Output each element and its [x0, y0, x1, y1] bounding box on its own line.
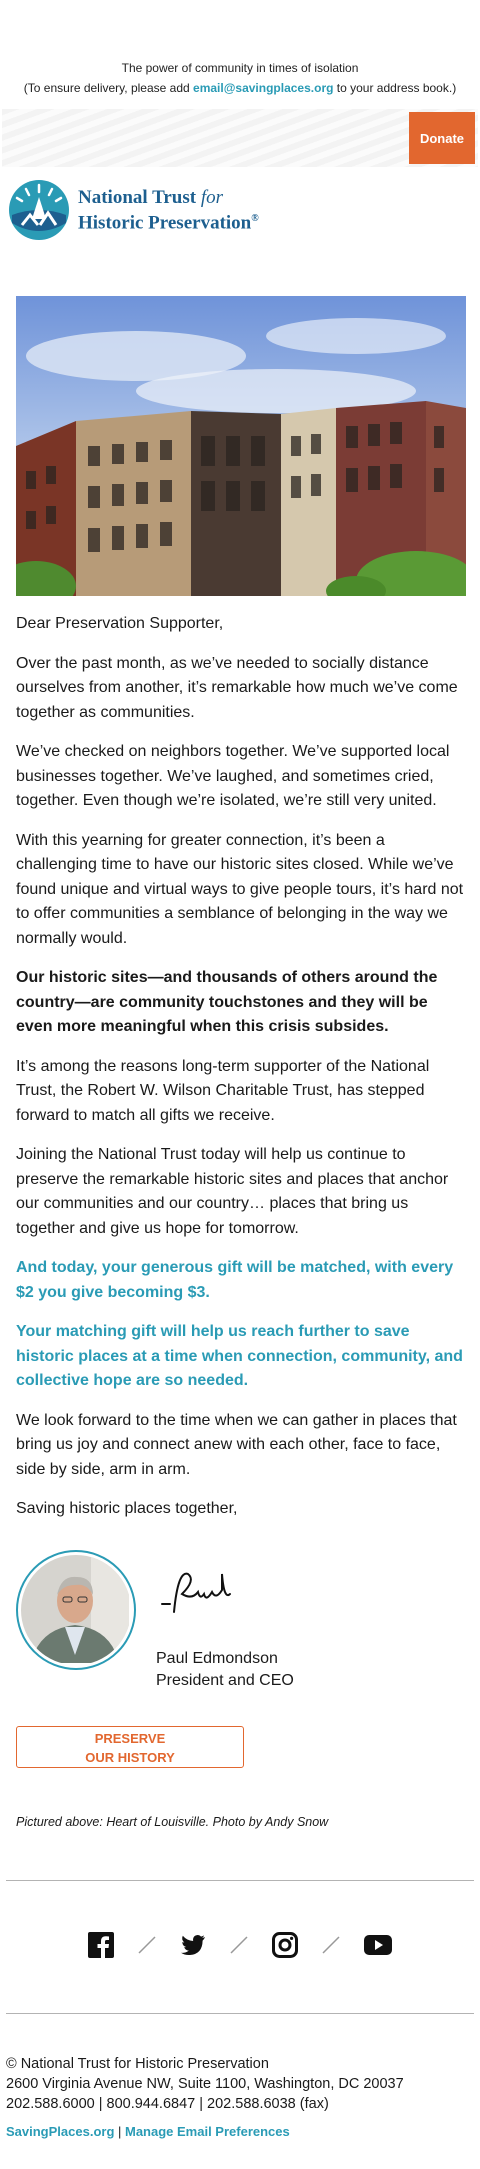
- divider: [6, 1880, 474, 1881]
- footer-address: 2600 Virginia Avenue NW, Suite 1100, Washington, DC 20037: [6, 2076, 404, 2092]
- preserve-our-history-button[interactable]: [16, 1726, 244, 1768]
- footer-phones: 202.588.6000 | 800.944.6847 | 202.588.6038 (fax): [6, 2096, 329, 2112]
- instagram-icon[interactable]: [272, 1932, 298, 1958]
- hero-building-photo: [16, 296, 466, 596]
- preheader-note-text-end: to your address book.): [333, 81, 457, 95]
- signer-info: [156, 1648, 294, 1692]
- divider: [6, 2013, 474, 2014]
- savingplaces-link[interactable]: SavingPlaces.org: [6, 2124, 115, 2139]
- signer-title: President and CEO: [156, 1672, 294, 1689]
- donate-bar: [2, 109, 478, 167]
- cta-line2: OUR HISTORY: [85, 1750, 175, 1765]
- avatar: [16, 1550, 136, 1670]
- preheader-title: The power of community in times of isolation: [121, 61, 359, 75]
- footer-links: [6, 2122, 404, 2142]
- signature-image: [156, 1560, 236, 1620]
- logo-registered-mark: ®: [251, 212, 259, 224]
- footer-copyright: © National Trust for Historic Preservation: [6, 2056, 269, 2072]
- paragraph: With this yearning for greater connection, it’s been a challenging time to have our historic sites closed. While we’ve found unique and virtual ways to give people tours, it’s hard not to offer communities a semblance of belonging in the way we normally would.: [16, 831, 464, 947]
- facebook-icon[interactable]: [88, 1932, 114, 1958]
- youtube-icon[interactable]: [364, 1935, 392, 1955]
- greeting: Dear Preservation Supporter,: [16, 615, 224, 632]
- logo-line1: National Trust: [78, 186, 201, 208]
- highlight-paragraph: Our historic sites—and thousands of others around the country—are community touchstones and they will be even more meaningful when this crisis subsides.: [16, 969, 438, 1035]
- preheader-note-text: (To ensure delivery, please add: [23, 81, 194, 95]
- preheader-address-note: [0, 78, 480, 98]
- paragraph: We’ve checked on neighbors together. We’ve supported local businesses together. We’ve laughed, and sometimes cried, together. Even though we’re isolated, we’re still very united.: [16, 743, 450, 809]
- paragraph: It’s among the reasons long-term supporter of the National Trust, the Robert W. Wilson Charitable Trust, has stepped forward to match all gifts we receive.: [16, 1057, 430, 1124]
- closing: Saving historic places together,: [16, 1500, 238, 1517]
- paragraph: Over the past month, as we’ve needed to socially distance ourselves from another, it’s remarkable how much we’ve come together as communities.: [16, 654, 458, 721]
- email-link[interactable]: email@savingplaces.org: [193, 81, 334, 95]
- logo[interactable]: [8, 175, 298, 245]
- match-callout: And today, your generous gift will be matched, with every $2 you give becoming $3.: [16, 1259, 454, 1301]
- logo-wordmark: [78, 187, 259, 233]
- divider-slash-icon: [137, 1935, 157, 1955]
- signer-name: Paul Edmondson: [156, 1650, 278, 1667]
- logo-line1-for: for: [200, 186, 224, 208]
- letter-body: [16, 612, 468, 1537]
- preheader: [0, 0, 480, 98]
- logo-line2: Historic Preservation: [78, 212, 252, 234]
- paragraph: Joining the National Trust today will help us continue to preserve the remarkable historic sites and places that anchor our communities and our country… places that bring us together and give us hope for tomorrow.: [16, 1146, 449, 1237]
- donate-button[interactable]: Donate: [409, 112, 475, 164]
- match-callout: Your matching gift will help us reach further to save historic places at a time when connection, community, and collective hope are so needed.: [16, 1323, 463, 1389]
- footer: [6, 2054, 404, 2142]
- footer-link-separator: |: [114, 2124, 125, 2139]
- logo-emblem-icon: [8, 179, 70, 241]
- hero-image: [16, 296, 466, 596]
- manage-preferences-link[interactable]: Manage Email Preferences: [125, 2124, 290, 2139]
- signature-block: [16, 1550, 468, 1700]
- photo-caption: Pictured above: Heart of Louisville. Photo by Andy Snow: [16, 1815, 329, 1829]
- portrait-photo: [21, 1555, 129, 1663]
- social-links: [88, 1928, 392, 1962]
- divider-slash-icon: [321, 1935, 341, 1955]
- twitter-icon[interactable]: [180, 1934, 206, 1956]
- divider-slash-icon: [229, 1935, 249, 1955]
- paragraph: We look forward to the time when we can gather in places that bring us joy and connect anew with each other, face to face, side by side, arm in arm.: [16, 1411, 457, 1478]
- cta-line1: PRESERVE: [94, 1731, 166, 1746]
